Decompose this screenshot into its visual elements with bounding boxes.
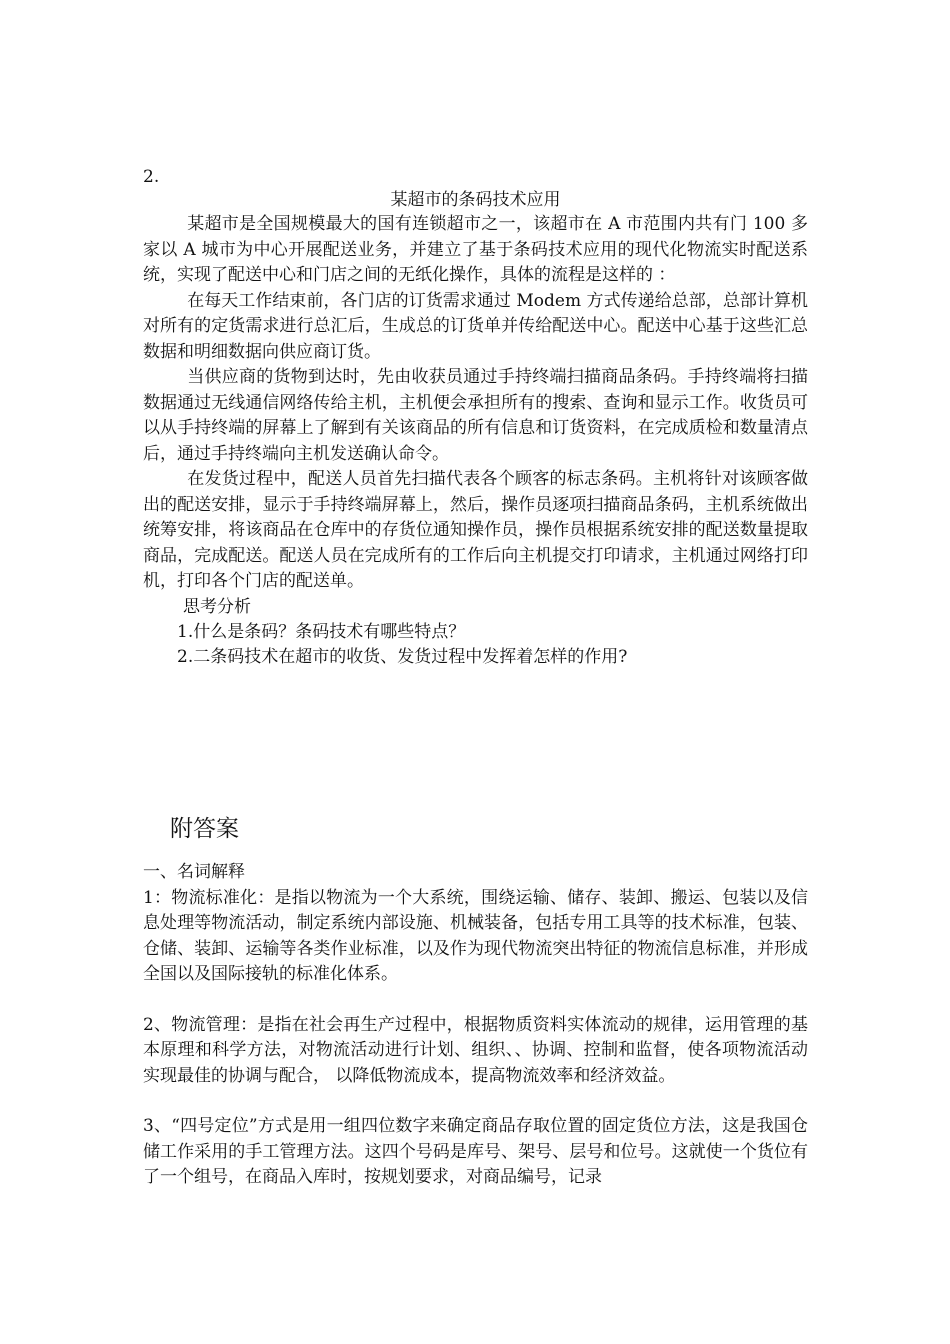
answer-item: 1：物流标准化：是指以物流为一个大系统，围绕运输、储存、装卸、搬运、包装以及信息处理等物流活动，制定系统内部设施、机械装备，包括专用工具等的技术标准，包装、仓储、装卸、运输等各类作业标准，以及作为现代物流突出特征的物流信息标准，并形成全国以及国际接轨的标准化体系。 [143, 887, 808, 984]
case-title: 某超市的条码技术应用 [390, 190, 561, 210]
answer-item: 3、“四号定位”方式是用一组四位数字来确定商品存取位置的固定货位方法，这是我国仓储工作采用的手工管理方法。这四个号码是库号、架号、层号和位号。这就使一个货位有了一个组号，在商品入库时，按规划要求，对商品编号，记录 [143, 1116, 808, 1187]
case-paragraph: 在发货过程中，配送人员首先扫描代表各个顾客的标志条码。主机将针对该顾客做出的配送安排，显示于手持终端屏幕上，然后，操作员逐项扫描商品条码，主机系统做出统筹安排，将该商品在仓库中的存货位通知操作员，操作员根据系统安排的配送数量提取商品，完成配送。配送人员在完成所有的工作后向主机提交打印请求，主机通过网络打印机，打印各个门店的配送单。 [143, 469, 808, 591]
case-number: 2. [143, 167, 160, 187]
analysis-block [143, 595, 808, 671]
answer-item: 2、物流管理：是指在社会再生产过程中，根据物质资料实体流动的规律，运用管理的基本原理和科学方法，对物流活动进行计划、组织、、协调、控制和监督，使各项物流活动实现最佳的协调与配合， 以降低物流成本，提高物流效率和经济效益。 [143, 1014, 808, 1086]
case-paragraph: 在每天工作结束前，各门店的订货需求通过 Modem 方式传递给总部，总部计算机对所有的定货需求进行总汇后，生成总的订货单并传给配送中心。配送中心基于这些汇总数据和明细数据向供应商订货。 [143, 290, 808, 362]
answers-body [143, 860, 808, 1191]
question-item: 1.什么是条码？条码技术有哪些特点？ [177, 621, 466, 642]
answers-section-label: 一、名词解释 [143, 862, 245, 882]
question-item: 2.二条码技术在超市的收货、发货过程中发挥着怎样的作用? [177, 646, 628, 667]
answers-heading: 附答案 [170, 816, 239, 842]
paragraph-spacer [143, 1089, 808, 1114]
analysis-label: 思考分析 [183, 596, 251, 617]
case-paragraph: 当供应商的货物到达时，先由收获员通过手持终端扫描商品条码。手持终端将扫描数据通过无线通信网络传给主机，主机便会承担所有的搜索、查询和显示工作。收货员可以从手持终端的屏幕上了解到有关该商品的所有信息和订货资料，在完成质检和数量清点后，通过手持终端向主机发送确认命令。 [143, 367, 808, 464]
case-body [143, 212, 808, 671]
paragraph-spacer [143, 988, 808, 1013]
case-paragraph: 某超市是全国规模最大的国有连锁超市之一，该超市在 A 市范围内共有门 100 多家以 A 城市为中心开展配送业务，并建立了基于条码技术应用的现代化物流实时配送系统，实现了配送中心和门店之间的无纸化操作，具体的流程是这样的 ： [143, 214, 808, 285]
